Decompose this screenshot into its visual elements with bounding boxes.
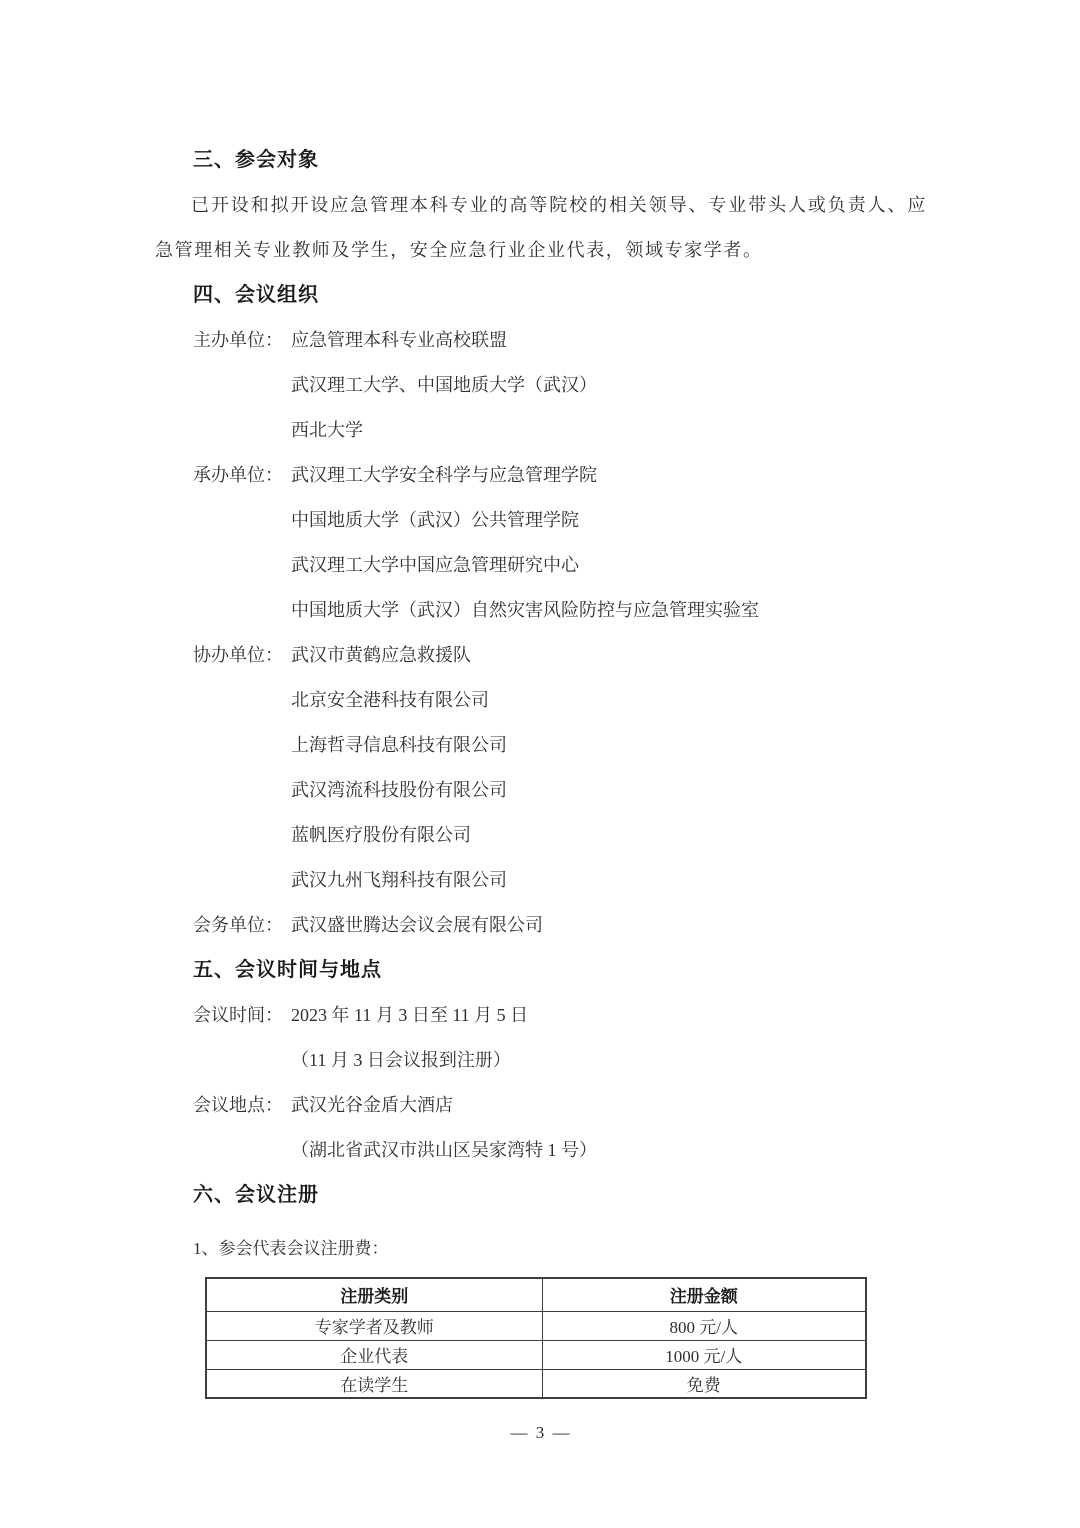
- unit-value: 西北大学: [291, 420, 363, 440]
- attendees-paragraph: 已开设和拟开设应急管理本科专业的高等院校的相关领导、专业带头人或负责人、应急管理相关专业教师及学生，安全应急行业企业代表，领域专家学者。: [155, 195, 927, 260]
- unit-line: [155, 903, 927, 948]
- unit-label-meeting-time: 会议时间：: [193, 1005, 283, 1025]
- unit-value: 武汉光谷金盾大酒店: [291, 1095, 453, 1115]
- table-cell-amount: 免费: [542, 1369, 866, 1398]
- unit-value: 武汉理工大学安全科学与应急管理学院: [291, 465, 597, 485]
- unit-value: 中国地质大学（武汉）公共管理学院: [291, 510, 579, 530]
- registration-fee-table: [205, 1277, 867, 1399]
- unit-line: [155, 543, 927, 588]
- unit-label-organizer: 承办单位：: [193, 465, 283, 485]
- unit-value: 北京安全港科技有限公司: [291, 690, 489, 710]
- unit-value: 中国地质大学（武汉）自然灾害风险防控与应急管理实验室: [291, 600, 759, 620]
- unit-line: [155, 1083, 927, 1128]
- unit-label-meeting-place: 会议地点：: [193, 1095, 283, 1115]
- unit-value: 武汉市黄鹤应急救援队: [291, 645, 471, 665]
- unit-value: （湖北省武汉市洪山区吴家湾特 1 号）: [291, 1140, 597, 1160]
- page-number: — 3 —: [510, 1423, 572, 1442]
- table-row: [206, 1340, 866, 1369]
- unit-line: [155, 723, 927, 768]
- unit-value: 武汉盛世腾达会议会展有限公司: [291, 915, 543, 935]
- unit-line: [155, 678, 927, 723]
- section-heading-time-place: 五、会议时间与地点: [193, 959, 382, 981]
- unit-line: [155, 453, 927, 498]
- unit-value: 应急管理本科专业高校联盟: [291, 330, 507, 350]
- unit-value: 武汉九州飞翔科技有限公司: [291, 870, 507, 890]
- unit-label-co-organizer: 协办单位：: [193, 645, 283, 665]
- table-header-category: 注册类别: [206, 1278, 542, 1311]
- unit-value: 武汉理工大学、中国地质大学（武汉）: [291, 375, 597, 395]
- section-heading-attendees: 三、参会对象: [193, 149, 319, 171]
- table-cell-amount: 800 元/人: [542, 1311, 866, 1340]
- unit-line: [155, 498, 927, 543]
- unit-line: [155, 633, 927, 678]
- section-heading-registration: 六、会议注册: [193, 1184, 319, 1206]
- unit-line: [155, 768, 927, 813]
- unit-value: 蓝帆医疗股份有限公司: [291, 825, 471, 845]
- document-content: [155, 138, 927, 1443]
- unit-label-conference-affairs: 会务单位：: [193, 915, 283, 935]
- table-cell-category: 企业代表: [206, 1340, 542, 1369]
- unit-value: 2023 年 11 月 3 日至 11 月 5 日: [291, 1005, 529, 1025]
- unit-value: 武汉理工大学中国应急管理研究中心: [291, 555, 579, 575]
- unit-value: 武汉湾流科技股份有限公司: [291, 780, 507, 800]
- table-header-amount: 注册金额: [542, 1278, 866, 1311]
- unit-line: [155, 1128, 927, 1173]
- unit-line: [155, 318, 927, 363]
- table-cell-category: 在读学生: [206, 1369, 542, 1398]
- table-cell-amount: 1000 元/人: [542, 1340, 866, 1369]
- table-cell-category: 专家学者及教师: [206, 1311, 542, 1340]
- table-row: [206, 1311, 866, 1340]
- unit-line: [155, 588, 927, 633]
- section-heading-organization: 四、会议组织: [193, 284, 319, 306]
- unit-line: [155, 363, 927, 408]
- unit-line: [155, 858, 927, 903]
- unit-line: [155, 1038, 927, 1083]
- unit-value: （11 月 3 日会议报到注册）: [291, 1050, 511, 1070]
- table-row: [206, 1369, 866, 1398]
- unit-line: [155, 993, 927, 1038]
- unit-label-host: 主办单位：: [193, 330, 283, 350]
- unit-line: [155, 408, 927, 453]
- table-header-row: [206, 1278, 866, 1311]
- unit-value: 上海哲寻信息科技有限公司: [291, 735, 507, 755]
- unit-line: [155, 813, 927, 858]
- registration-fee-subtitle: 1、参会代表会议注册费：: [193, 1239, 389, 1258]
